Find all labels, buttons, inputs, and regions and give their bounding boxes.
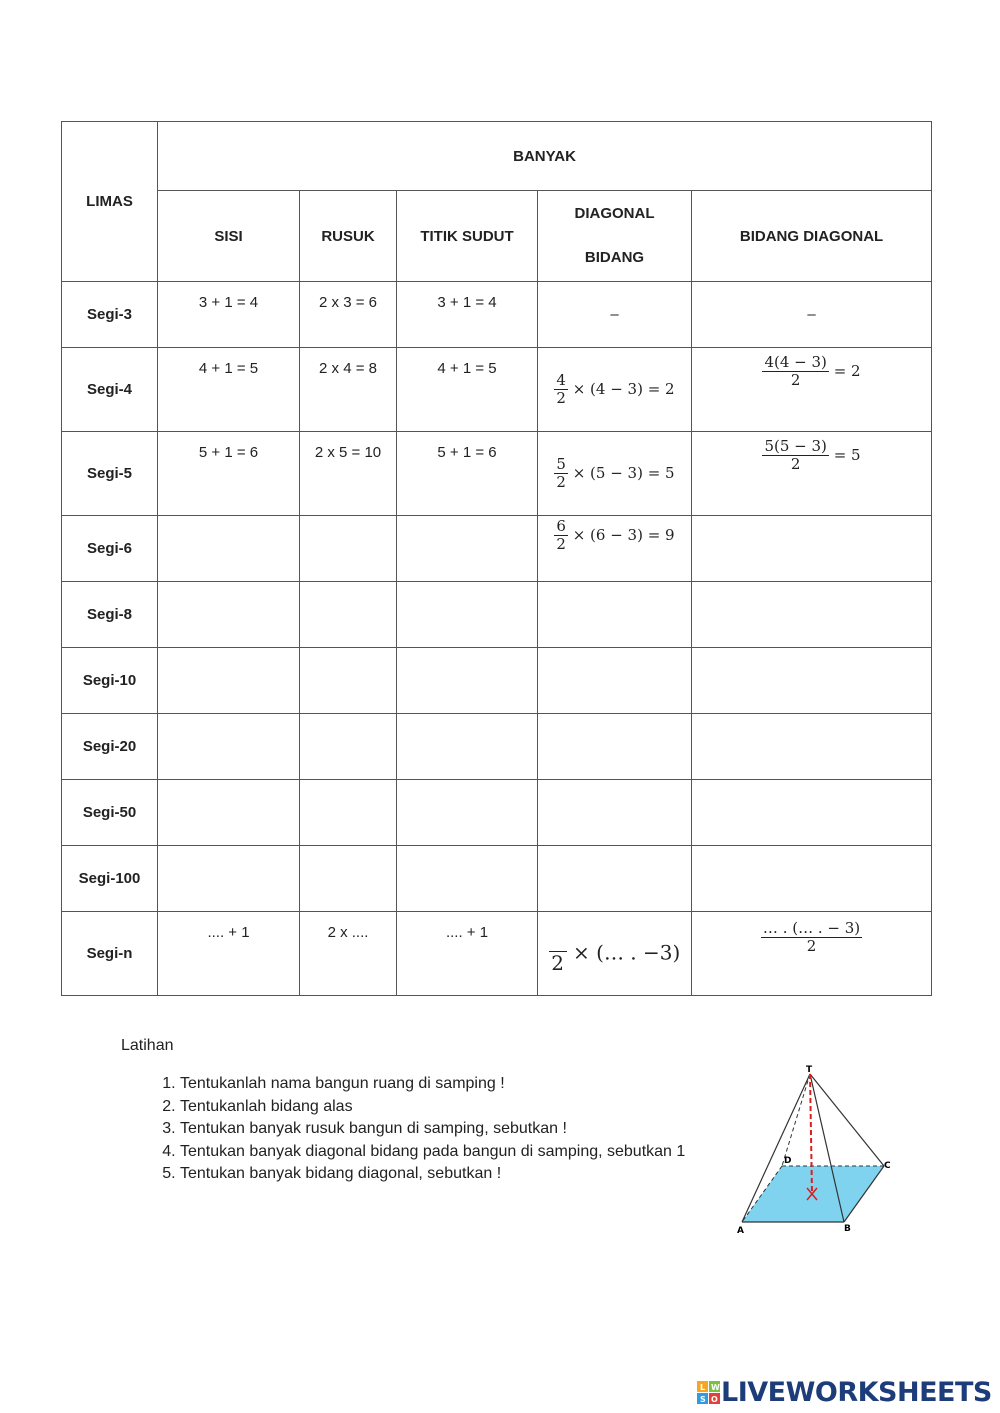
- svg-text:S: S: [700, 1394, 706, 1404]
- cell-diagonal-bidang: 2 × (… . −3): [538, 912, 692, 996]
- fraction: $\frac{4}{2}$: [556, 370, 566, 407]
- row-label: Segi-6: [62, 516, 158, 582]
- cell-rusuk: 2 x 4 = 8: [300, 348, 397, 432]
- table-row: [62, 648, 932, 714]
- cell-bidang-diagonal: [692, 912, 932, 996]
- label-c: C: [884, 1161, 891, 1171]
- brand-text: LIVEWORKSHEETS: [721, 1377, 992, 1408]
- cell-diagonal-bidang[interactable]: [538, 582, 692, 648]
- header-titik-sudut: TITIK SUDUT: [397, 191, 538, 282]
- label-d: D: [784, 1156, 792, 1166]
- table-row: [62, 282, 932, 348]
- header-diagonal-bidang: [538, 191, 692, 282]
- label-t: T: [806, 1065, 813, 1075]
- logo-icon: [697, 1381, 721, 1405]
- cell-titik-sudut: 3 + 1 = 4: [397, 282, 538, 348]
- row-label: Segi-n: [62, 912, 158, 996]
- pyramid-diagram: [732, 1062, 902, 1237]
- cell-titik-sudut: .... + 1: [397, 912, 538, 996]
- cell-diagonal-bidang: –: [538, 282, 692, 348]
- header-diagonal-line2: BIDANG: [584, 249, 645, 266]
- fraction: $\frac{5}{2}$: [556, 454, 566, 491]
- list-item: 5. Tentukan banyak bidang diagonal, sebutkan !: [180, 1163, 685, 1186]
- cell-titik-sudut: 4 + 1 = 5: [397, 348, 538, 432]
- row-label: Segi-4: [62, 348, 158, 432]
- table-row: [62, 780, 932, 846]
- cell-titik-sudut[interactable]: [397, 846, 538, 912]
- cell-titik-sudut[interactable]: [397, 516, 538, 582]
- cell-rusuk: 2 x 5 = 10: [300, 432, 397, 516]
- cell-bidang-diagonal[interactable]: [692, 846, 932, 912]
- table-row: [62, 516, 932, 582]
- list-item: 4. Tentukan banyak diagonal bidang pada bangun di samping, sebutkan 1: [180, 1141, 685, 1164]
- cell-sisi[interactable]: [158, 780, 300, 846]
- cell-diagonal-bidang: $\frac{4}{2}$ × (4 − 3) = 2: [538, 348, 692, 432]
- cell-diagonal-bidang: $\frac{5}{2}$ × (5 − 3) = 5: [538, 432, 692, 516]
- row-label: Segi-100: [62, 846, 158, 912]
- cell-sisi: 5 + 1 = 6: [158, 432, 300, 516]
- cell-sisi: .... + 1: [158, 912, 300, 996]
- cell-titik-sudut[interactable]: [397, 780, 538, 846]
- row-label: Segi-20: [62, 714, 158, 780]
- cell-titik-sudut[interactable]: [397, 582, 538, 648]
- cell-rusuk: 2 x ....: [300, 912, 397, 996]
- cell-sisi[interactable]: [158, 582, 300, 648]
- table-row: [62, 714, 932, 780]
- cell-titik-sudut[interactable]: [397, 648, 538, 714]
- cell-diagonal-bidang[interactable]: [538, 846, 692, 912]
- table-row: [62, 582, 932, 648]
- header-diagonal-line1: DIAGONAL: [574, 205, 655, 222]
- cell-bidang-diagonal[interactable]: [692, 516, 932, 582]
- header-limas: LIMAS: [62, 122, 158, 282]
- table-row: [62, 348, 932, 432]
- cell-rusuk[interactable]: [300, 846, 397, 912]
- cell-sisi[interactable]: [158, 516, 300, 582]
- row-label: Segi-3: [62, 282, 158, 348]
- cell-rusuk[interactable]: [300, 780, 397, 846]
- fraction: $\frac{4(4 - 3)}{2}$: [764, 353, 827, 390]
- cell-rusuk[interactable]: [300, 582, 397, 648]
- liveworksheets-logo: [697, 1377, 992, 1408]
- row-label: Segi-5: [62, 432, 158, 516]
- list-item: 3. Tentukan banyak rusuk bangun di samping, sebutkan !: [180, 1118, 685, 1141]
- limas-table: [61, 121, 932, 996]
- cell-bidang-diagonal: $\frac{5(5 - 3)}{2}$ = 5: [692, 432, 932, 516]
- header-bidang-diagonal: BIDANG DIAGONAL: [692, 191, 932, 282]
- latihan-list: [120, 1073, 685, 1186]
- cell-titik-sudut[interactable]: [397, 714, 538, 780]
- svg-text:L: L: [700, 1382, 706, 1392]
- fraction: $\frac{\dots . (\dots . - 3)}{2}$: [762, 919, 861, 956]
- cell-diagonal-bidang[interactable]: [538, 780, 692, 846]
- cell-bidang-diagonal[interactable]: [692, 648, 932, 714]
- cell-rusuk[interactable]: [300, 648, 397, 714]
- latihan-title: Latihan: [121, 1037, 174, 1054]
- cell-diagonal-bidang[interactable]: [538, 648, 692, 714]
- list-item: 1. Tentukanlah nama bangun ruang di samping !: [180, 1073, 685, 1096]
- header-sisi: SISI: [158, 191, 300, 282]
- cell-diagonal-bidang: $\frac{6}{2}$ × (6 − 3) = 9: [538, 516, 692, 582]
- cell-titik-sudut: 5 + 1 = 6: [397, 432, 538, 516]
- cell-sisi: 3 + 1 = 4: [158, 282, 300, 348]
- row-label: Segi-10: [62, 648, 158, 714]
- pyramid-figure: [732, 1062, 902, 1242]
- table-row: [62, 846, 932, 912]
- cell-bidang-diagonal[interactable]: [692, 714, 932, 780]
- cell-sisi: 4 + 1 = 5: [158, 348, 300, 432]
- fraction: $\frac{6}{2}$: [556, 517, 566, 554]
- list-item: 2. Tentukanlah bidang alas: [180, 1096, 685, 1119]
- fraction: 2: [549, 933, 567, 975]
- label-a: A: [737, 1226, 744, 1236]
- header-rusuk: RUSUK: [300, 191, 397, 282]
- table-row: [62, 432, 932, 516]
- cell-bidang-diagonal: $\frac{4(4 - 3)}{2}$ = 2: [692, 348, 932, 432]
- cell-bidang-diagonal: –: [692, 282, 932, 348]
- cell-diagonal-bidang[interactable]: [538, 714, 692, 780]
- label-b: B: [844, 1224, 851, 1234]
- row-label: Segi-50: [62, 780, 158, 846]
- cell-sisi[interactable]: [158, 714, 300, 780]
- svg-text:O: O: [711, 1394, 718, 1404]
- cell-rusuk[interactable]: [300, 516, 397, 582]
- cell-rusuk: 2 x 3 = 6: [300, 282, 397, 348]
- header-banyak: BANYAK: [158, 122, 932, 191]
- cell-sisi[interactable]: [158, 648, 300, 714]
- cell-bidang-diagonal[interactable]: [692, 780, 932, 846]
- svg-text:W: W: [711, 1382, 720, 1392]
- table-row: [62, 912, 932, 996]
- cell-sisi[interactable]: [158, 846, 300, 912]
- cell-bidang-diagonal[interactable]: [692, 582, 932, 648]
- row-label: Segi-8: [62, 582, 158, 648]
- fraction: $\frac{5(5 - 3)}{2}$: [764, 437, 827, 474]
- cell-rusuk[interactable]: [300, 714, 397, 780]
